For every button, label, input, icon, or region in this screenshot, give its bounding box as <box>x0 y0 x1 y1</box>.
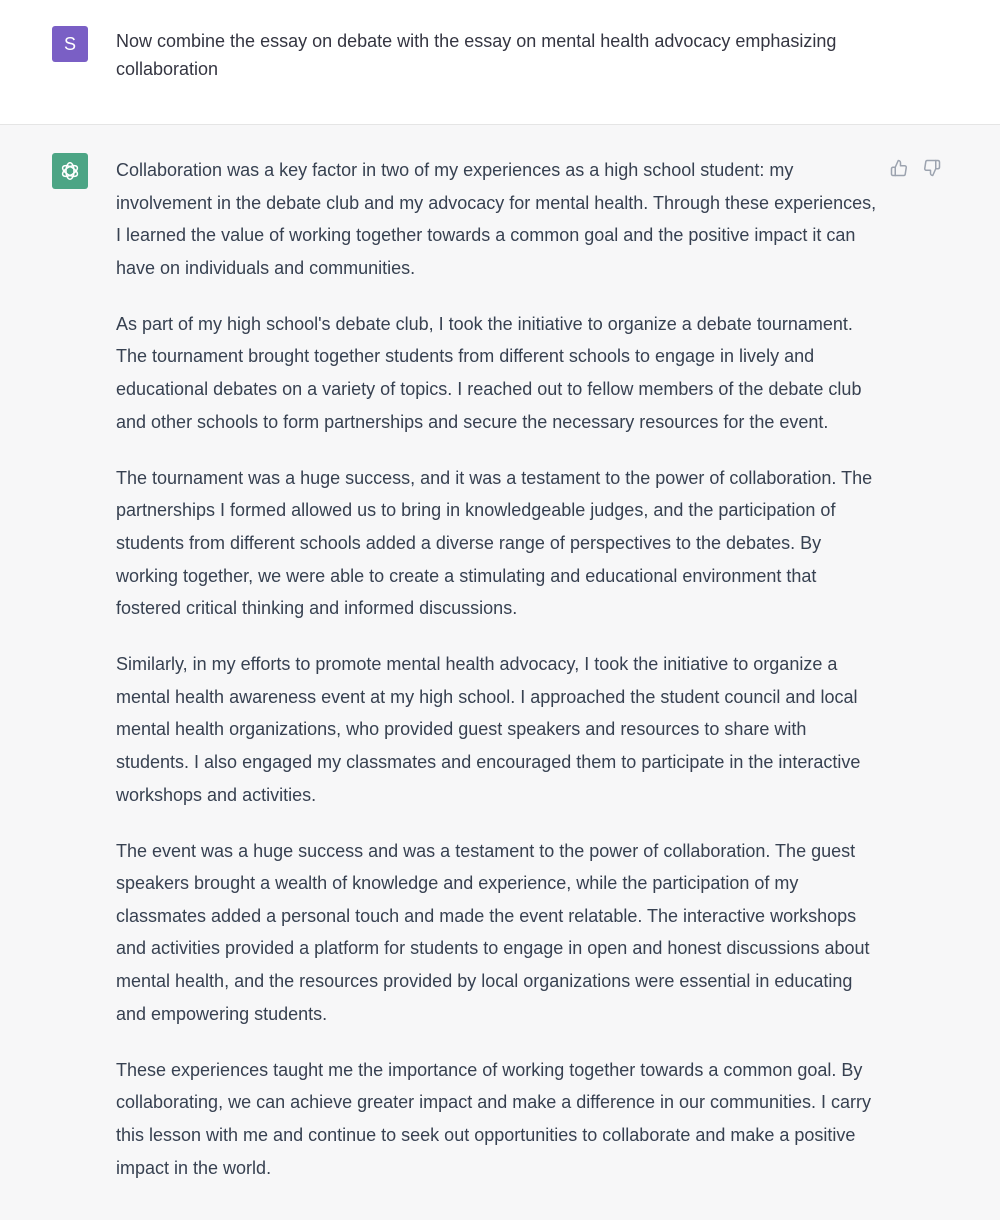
feedback-buttons <box>888 157 942 178</box>
openai-logo-icon <box>58 159 82 183</box>
reply-paragraph: The event was a huge success and was a testament to the power of collaboration. The guest speakers brought a wealth of knowledge and experience, while the participation of my classmates added a personal touch and made the event relatable. The interactive workshops and activities provided a platform for students to engage in open and honest discussions about mental health, and the resources provided by local organizations were essential in educating and empowering students. <box>116 840 870 1024</box>
user-message-text: Now combine the essay on debate with the essay on mental health advocacy emphasizing collaboration <box>116 31 837 79</box>
thumbs-down-button[interactable] <box>921 157 942 178</box>
reply-paragraph: The tournament was a huge success, and it was a testament to the power of collaboration. The partnerships I formed allowed us to bring in knowledgeable judges, and the participation of students from different schools added a diverse range of perspectives to the debates. By working together, we were able to create a stimulating and educational environment that fostered critical thinking and informed discussions. <box>116 467 873 619</box>
user-message-row <box>0 0 1000 125</box>
reply-paragraph: Similarly, in my efforts to promote mental health advocacy, I took the initiative to organize a mental health awareness event at my high school. I approached the student council and local mental health organizations, who provided guest speakers and resources to share with students. I also engaged my classmates and encouraged them to participate in the interactive workshops and activities. <box>116 654 861 805</box>
thumbs-down-icon <box>923 159 941 177</box>
reply-paragraph: Collaboration was a key factor in two of my experiences as a high school student: my involvement in the debate club and my advocacy for mental health. Through these experiences, I learned the value of working together towards a common goal and the positive impact it can have on individuals and communities. <box>116 160 877 278</box>
user-avatar-initial: S <box>63 33 76 54</box>
reply-paragraph: As part of my high school's debate club, I took the initiative to organize a debate tournament. The tournament brought together students from different schools to engage in lively and educational debates on a variety of topics. I reached out to fellow members of the debate club and other schools to form partnerships and secure the necessary resources for the event. <box>116 313 862 432</box>
reply-paragraph: These experiences taught me the importance of working together towards a common goal. By collaborating, we can achieve greater impact and make a difference in our communities. I carry this lesson with me and continue to seek out opportunities to collaborate and make a positive impact in the world. <box>116 1059 872 1178</box>
assistant-avatar <box>52 153 88 189</box>
assistant-message-text <box>116 154 878 1208</box>
user-avatar <box>52 26 88 62</box>
thumbs-up-icon <box>890 159 908 177</box>
thumbs-up-button[interactable] <box>888 157 909 178</box>
